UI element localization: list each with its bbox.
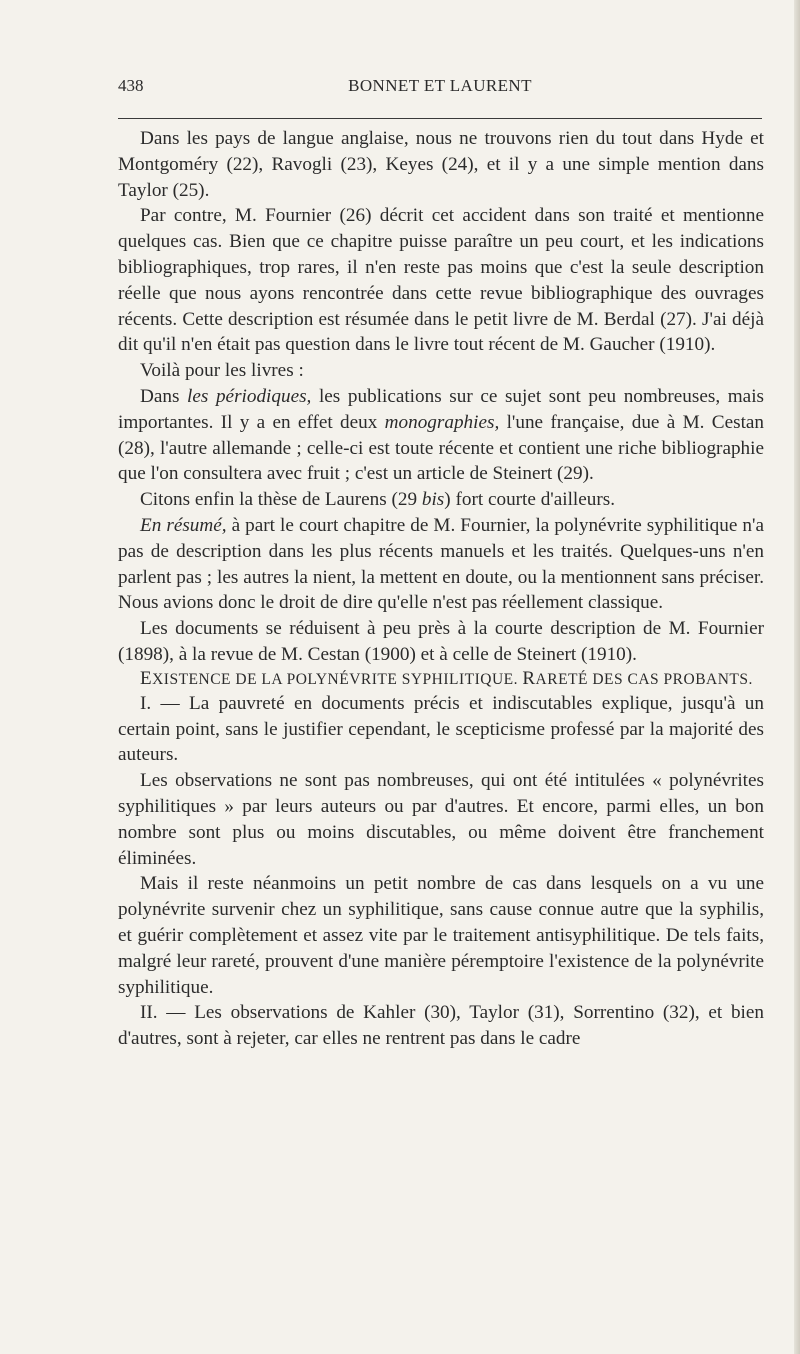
paragraph-7: Les documents se réduisent à peu près à la courte description de M. Fournier (1898), à la revue de M. Cestan (1900) et à celle de Steinert (1910). bbox=[118, 618, 764, 665]
paragraph-4 bbox=[118, 384, 764, 487]
running-title: BONNET ET LAURENT bbox=[348, 76, 532, 95]
paragraph-5-text-a: Citons enfin la thèse de Laurens (29 bbox=[140, 489, 422, 511]
running-header bbox=[118, 76, 762, 104]
paragraph-4-italic-b: monographies, bbox=[384, 411, 500, 433]
heading-cap-b: R bbox=[522, 667, 536, 689]
body-text bbox=[118, 126, 764, 1052]
paragraph-4-text-a: Dans bbox=[140, 385, 188, 407]
header-rule bbox=[118, 118, 762, 119]
page-edge-shadow bbox=[794, 0, 800, 1354]
heading-cap-a: E bbox=[140, 667, 153, 689]
paragraph-5 bbox=[118, 487, 764, 513]
paragraph-1: Dans les pays de langue anglaise, nous ne trouvons rien du tout dans Hyde et Montgoméry (22), Ravogli (23), Keyes (24), et il y a une simple mention dans Taylor (25). bbox=[118, 128, 764, 201]
page-number: 438 bbox=[118, 76, 144, 95]
section-heading bbox=[118, 668, 764, 691]
paragraph-4-text-c: l'une française, due à M. Cestan (28), l'autre allemande ; celle-ci est toute récente et contient une riche bibliographie que l'on consultera avec fruit ; c'est un article de Steinert (29). bbox=[118, 411, 765, 485]
paragraph-10: Mais il reste néanmoins un petit nombre de cas dans lesquels on a vu une polynévrite survenir chez un syphilitique, sans cause connue autre que la syphilis, et guérir complètement et assez vite par le traitement antisyphilitique. De tels faits, malgré leur rareté, prouvent d'une manière péremptoire l'existence de la polynévrite syphilitique. bbox=[118, 873, 764, 998]
paragraph-5-italic-a: bis bbox=[421, 489, 445, 511]
paragraph-6-italic-a: En résumé, bbox=[140, 514, 227, 536]
paragraph-3: Voilà pour les livres : bbox=[140, 360, 304, 382]
paragraph-5-text-b: ) fort courte d'ailleurs. bbox=[444, 489, 616, 511]
heading-rest-b: ARETÉ DES CAS PROBANTS. bbox=[535, 670, 753, 688]
paragraph-9: Les observations ne sont pas nombreuses, qui ont été intitulées « polynévrites syphilitiques » par leurs auteurs ou par d'autres. Et encore, parmi elles, un bon nombre sont plus ou moins discutables, ou même doivent être franchement éliminées. bbox=[118, 770, 764, 869]
paragraph-2: Par contre, M. Fournier (26) décrit cet accident dans son traité et mentionne quelques cas. Bien que ce chapitre puisse paraître un peu court, et les indications bibliographiques, trop rares, il n'en reste pas moins que c'est la seule description réelle que nous ayons rencontrée dans cette revue bibliographique des ouvrages récents. Cette description est résumée dans le petit livre de M. Berdal (27). J'ai déjà dit qu'il n'en était pas question dans le livre tout récent de M. Gaucher (1910). bbox=[118, 205, 764, 356]
paragraph-4-text-b: les publications sur ce sujet sont peu nombreuses, mais importantes. Il y a en effet deux bbox=[118, 385, 764, 433]
paragraph-11: II. — Les observations de Kahler (30), Taylor (31), Sorrentino (32), et bien d'autres, sont à rejeter, car elles ne rentrent pas dans le cadre bbox=[118, 1002, 764, 1050]
heading-rest-a: XISTENCE DE LA POLYNÉVRITE SYPHILITIQUE. bbox=[152, 670, 523, 688]
paragraph-4-italic-a: les périodiques, bbox=[187, 385, 312, 407]
paragraph-6-text-a: à part le court chapitre de M. Fournier, la polynévrite syphilitique n'a pas de description dans les plus récents manuels et les traités. Quelques-uns n'en parlent pas ; les autres la nient, la mettent en doute, ou la mentionnent sans préciser. Nous avions donc le droit de dire qu'elle n'est pas réellement classique. bbox=[118, 514, 764, 614]
paragraph-6 bbox=[118, 513, 764, 616]
paragraph-8: I. — La pauvreté en documents précis et indiscutables explique, jusqu'à un certain point, sans le justifier cependant, le scepticisme professé par la majorité des auteurs. bbox=[118, 692, 764, 766]
